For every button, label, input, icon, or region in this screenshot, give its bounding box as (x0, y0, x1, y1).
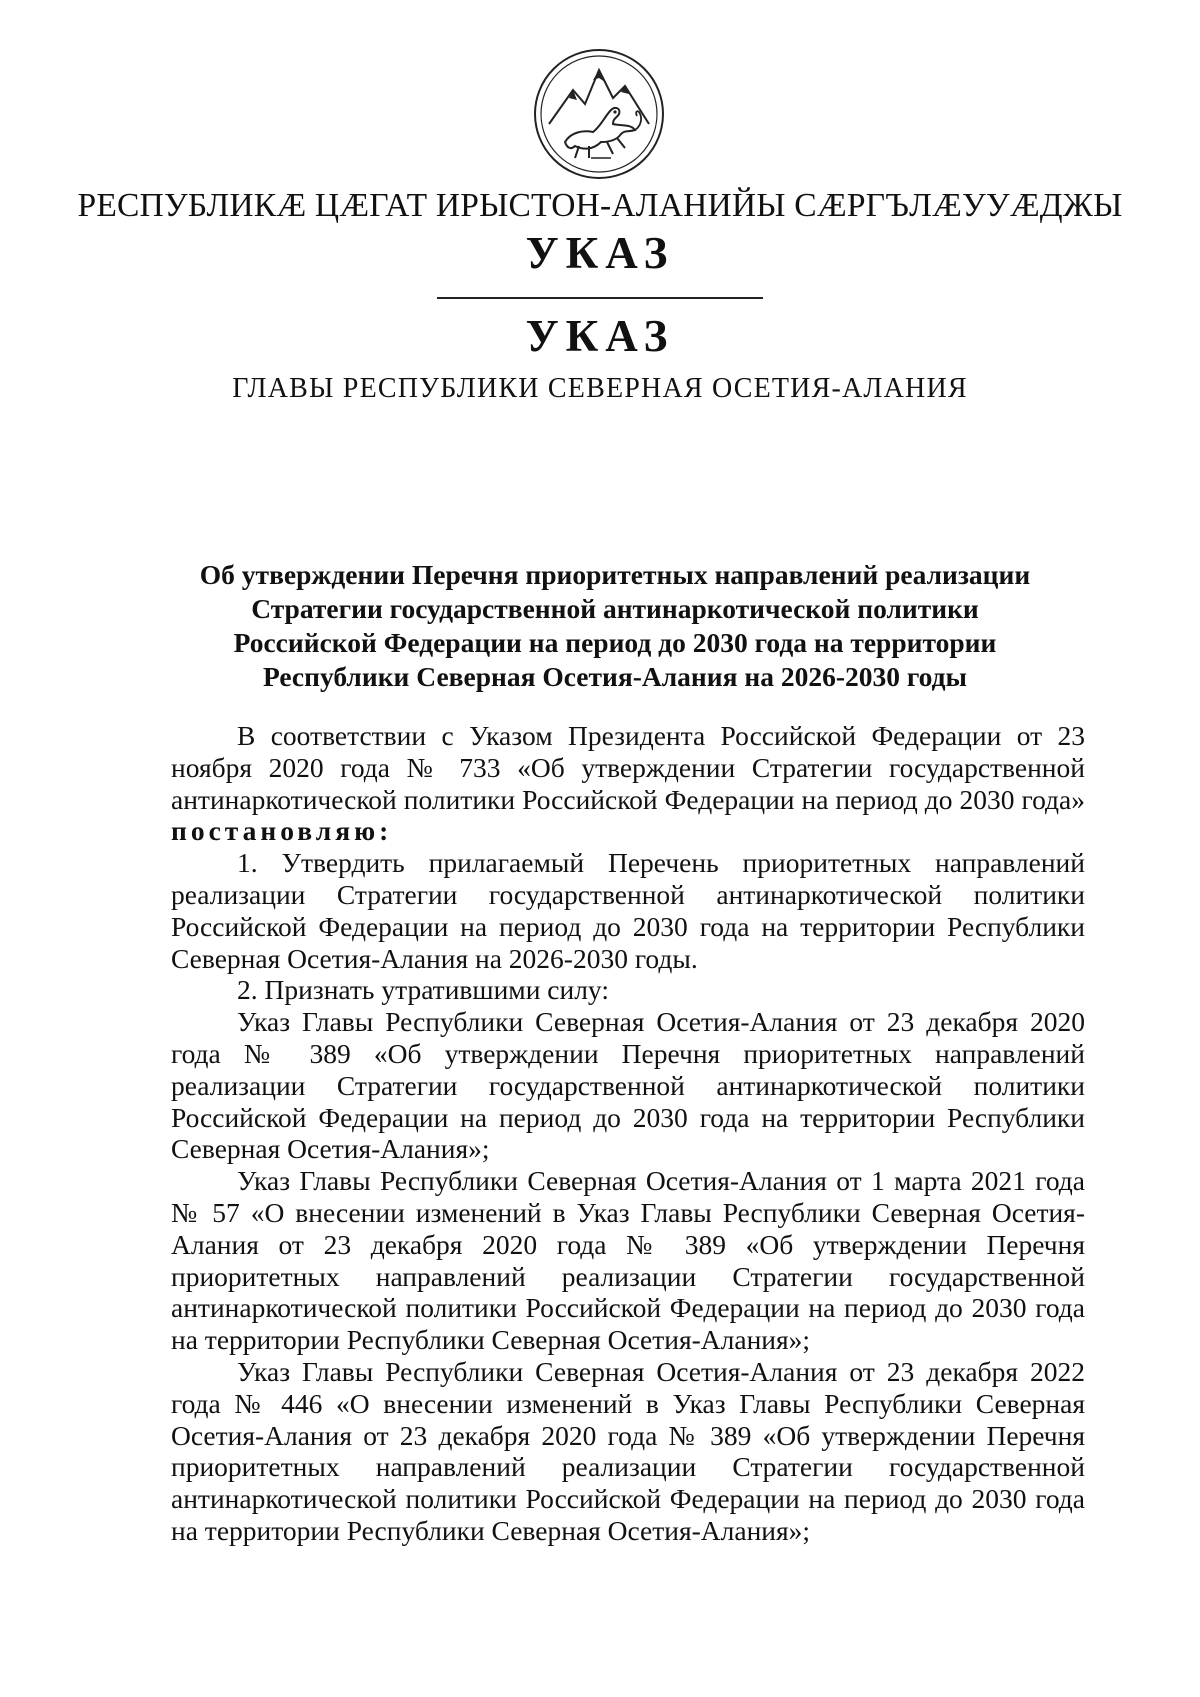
intro-paragraph (171, 720, 1085, 847)
header-divider (437, 297, 763, 299)
russian-header: ГЛАВЫ РЕСПУБЛИКИ СЕВЕРНАЯ ОСЕТИЯ-АЛАНИЯ (232, 373, 968, 404)
document-title (180, 558, 1050, 694)
repeal-3-paragraph: Указ Главы Республики Северная Осетия-Алания от 23 декабря 2022 года № 446 «О внесении изменений в Указ Главы Республики Северная Осетия-Алания от 23 декабря 2020 года № 389 «Об утверждении Перечня приоритетных направлений реализации Стратегии государственной антинаркотической политики Российской Федерации на период до 2030 года на территории Республики Северная Осетия-Алания»; (171, 1355, 1085, 1546)
ukaz-heading-ossetian: УКАЗ (525, 228, 675, 278)
ossetian-header: РЕСПУБЛИКÆ ЦÆГАТ ИРЫСТОН-АЛАНИЙЫ СÆРГЪЛÆУУÆДЖЫ (77, 187, 1123, 224)
item-2-paragraph: 2. Признать утратившими силу: (237, 974, 609, 1006)
repeal-2-paragraph: Указ Главы Республики Северная Осетия-Алания от 1 марта 2021 года № 57 «О внесении изменений в Указ Главы Республики Северная Осетия-Алания от 23 декабря 2020 года № 389 «Об утверждении Перечня приоритетных направлений реализации Стратегии государственной антинаркотической политики Российской Федерации на период до 2030 года на территории Республики Северная Осетия-Алания»; (171, 1165, 1085, 1356)
ukaz-heading-russian: УКАЗ (525, 311, 675, 361)
intro-text: В соответствии с Указом Президента Российской Федерации от 23 ноября 2020 года № 733 «Об утверждении Стратегии государственной антинаркотической политики Российской Федерации на период до 2030 года» (171, 720, 1085, 815)
repeal-1-paragraph: Указ Главы Республики Северная Осетия-Алания от 23 декабря 2020 года № 389 «Об утверждении Перечня приоритетных направлений реализации Стратегии государственной антинаркотической политики Российской Федерации на период до 2030 года на территории Республики Северная Осетия-Алания»; (171, 1006, 1085, 1165)
decree-colon: : (379, 815, 389, 847)
title-line: Республики Северная Осетия-Алания на 2026-2030 годы (262, 661, 968, 692)
title-line: Российской Федерации на период до 2030 года на территории (233, 627, 997, 658)
title-line: Стратегии государственной антинаркотической политики (251, 593, 979, 624)
document-body (171, 720, 1085, 1547)
title-line: Об утверждении Перечня приоритетных направлений реализации (199, 559, 1031, 590)
item-1-paragraph: 1. Утвердить прилагаемый Перечень приоритетных направлений реализации Стратегии государственной антинаркотической политики Российской Федерации на период до 2030 года на территории Республики Северная Осетия-Алания на 2026-2030 годы. (171, 847, 1085, 974)
coat-of-arms-icon (531, 46, 667, 182)
decree-word: постановляю (171, 815, 380, 847)
